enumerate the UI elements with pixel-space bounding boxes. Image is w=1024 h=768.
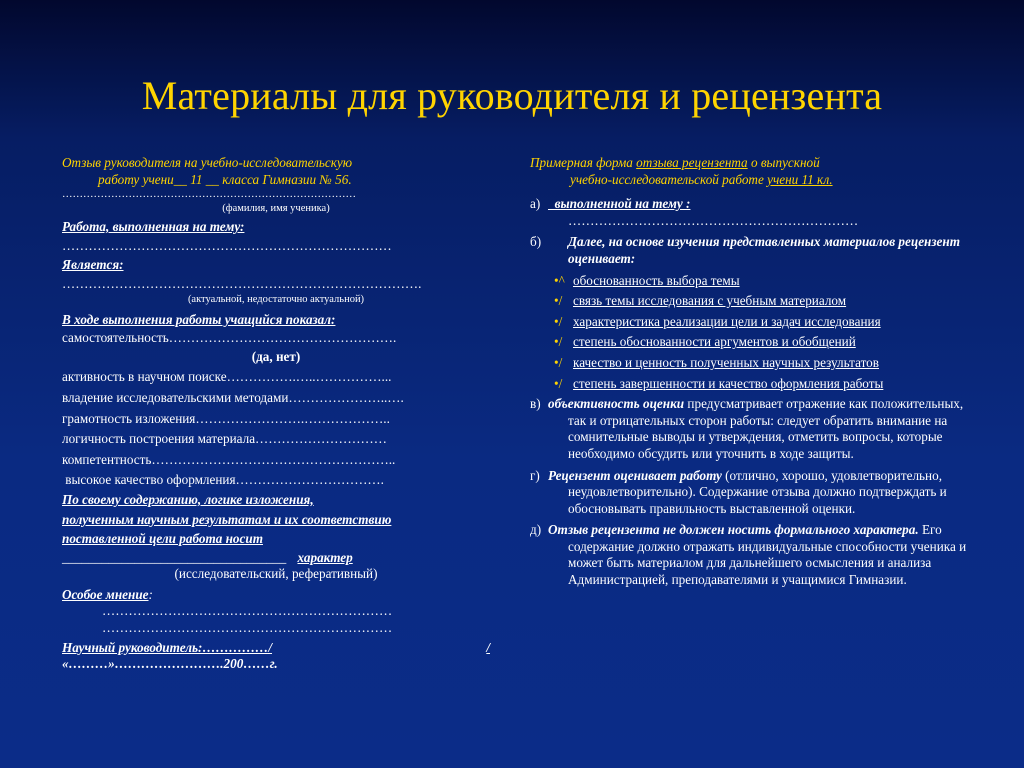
character-row xyxy=(62,550,490,567)
character-blank: __________________________________ xyxy=(62,549,287,565)
reviewer-heading-link[interactable]: отзыва рецензента xyxy=(636,155,748,170)
criteria-link[interactable]: качество и ценность полученных научных результатов xyxy=(573,354,879,370)
opinion-label: Особое мнение xyxy=(62,586,149,602)
competence-row: компетентность……………………………………………….. xyxy=(62,451,396,467)
item-a-dots: ………………………………………………………… xyxy=(568,212,859,228)
item-g-mark: г) xyxy=(530,467,540,483)
activity-row: активность в научном поиске…………….…..……………... xyxy=(62,369,392,385)
content-line1: По своему содержанию, логике изложения, xyxy=(62,491,314,507)
is-dots: ………………………………………………………………………. xyxy=(62,275,422,291)
reviewer-heading-line2-text: учебно-исследовательской работе xyxy=(570,171,768,187)
item-a-text: выполненной на тему : xyxy=(548,196,691,212)
item-v-bold: объективность оценки xyxy=(548,396,685,412)
bullet-mark: •/ xyxy=(554,354,563,370)
criteria-item xyxy=(530,293,970,310)
item-b-mark: б) xyxy=(530,234,542,250)
topic-dots: ………………………………………………………………… xyxy=(62,237,392,253)
review-heading xyxy=(62,155,490,188)
criteria-link[interactable]: степень обоснованности аргументов и обобщений xyxy=(573,334,856,350)
item-d-bold: Отзыв рецензента не должен носить формального характера. xyxy=(548,522,919,538)
item-b-text: Далее, на основе изучения представленных материалов рецензент оценивает: xyxy=(568,234,960,266)
opinion-row xyxy=(62,587,490,604)
reviewer-heading-line1 xyxy=(530,155,970,172)
date-row: «………»…………………….200……г. xyxy=(62,656,278,672)
content-line2: полученным научным результатам и их соответствию xyxy=(62,511,392,527)
reviewer-heading-prefix: Примерная форма xyxy=(530,155,637,170)
criteria-item xyxy=(530,334,970,351)
reviewer-heading-mid: о выпускной xyxy=(747,155,820,170)
bullet-mark: •^ xyxy=(554,272,565,288)
criteria-item xyxy=(530,273,970,290)
criteria-list xyxy=(530,273,970,393)
item-g-bold: Рецензент оценивает работу xyxy=(548,467,722,483)
criteria-item xyxy=(530,314,970,331)
review-heading-line1: Отзыв руководителя на учебно-исследовательскую xyxy=(62,155,353,170)
topic-label: Работа, выполненная на тему: xyxy=(62,219,245,235)
item-v xyxy=(530,396,970,462)
opinion-dots-1: ………………………………………………………… xyxy=(102,603,393,619)
reviewer-heading-link2[interactable]: учени 11 кл. xyxy=(767,171,833,187)
yes-no-hint: (да, нет) xyxy=(251,348,301,364)
bullet-mark: •/ xyxy=(554,313,563,329)
criteria-link[interactable]: характеристика реализации цели и задач исследования xyxy=(573,313,881,329)
supervisor-label: Научный руководитель:……………/ xyxy=(62,639,273,655)
item-d-mark: д) xyxy=(530,522,542,538)
item-a-mark: а) xyxy=(530,196,541,212)
item-d-text: Его содержание должно отражать индивидуальные способности ученика и может быть материалом для дальнейшего осмысления и анализа Администрацией, преподавателями и учащимися Гимназии. xyxy=(568,522,967,588)
independence-row: самостоятельность……………………………………………. xyxy=(62,330,397,346)
item-g-text: (отлично, хорошо, удовлетворительно, неудовлетворительно). Содержание отзыва должно подтверждать и обосновывать правильность выставленной оценки. xyxy=(568,467,947,516)
supervisor-row xyxy=(62,640,490,657)
criteria-link[interactable]: степень завершенности и качество оформления работы xyxy=(573,375,884,391)
methods-row: владение исследовательскими методами…………………..…. xyxy=(62,389,404,405)
reviewer-heading xyxy=(530,155,970,188)
item-a xyxy=(530,196,970,229)
quality-row: высокое качество оформления……………………………. xyxy=(62,472,384,488)
showed-label: В ходе выполнения работы учащийся показал: xyxy=(62,311,336,327)
criteria-link[interactable]: связь темы исследования с учебным материалом xyxy=(573,293,847,309)
literacy-row: грамотность изложения…………………….……………….. xyxy=(62,410,390,426)
is-label: Является: xyxy=(62,257,124,273)
character-hint: (исследовательский, реферативный) xyxy=(174,566,378,582)
bullet-mark: •/ xyxy=(554,375,563,391)
bullet-mark: •/ xyxy=(554,334,563,350)
item-v-text: предусматривает отражение как положительных, так и отрицательных сторон работы: следует обратить внимание на сомнительные выводы и утверждения, отметить вопросы, которые необходимо обсудить или уточнить в ходе защиты. xyxy=(568,396,964,461)
content-line3: поставленной цели работа носит xyxy=(62,531,263,547)
name-hint: (фамилия, имя ученика) xyxy=(222,203,330,215)
reviewer-heading-line2 xyxy=(530,172,970,189)
opinion-dots-2: ………………………………………………………… xyxy=(102,620,393,636)
bullet-mark: •/ xyxy=(554,293,563,309)
review-heading-line2: работу учени__ 11 __ класса Гимназии № 56. xyxy=(98,171,352,187)
reviewer-form xyxy=(530,155,970,594)
slide-title: Материалы для руководителя и рецензента xyxy=(141,73,883,118)
character-label: характер xyxy=(297,549,353,565)
criteria-item xyxy=(530,376,970,393)
name-dots: ………………………………………………………………………… xyxy=(62,189,356,201)
item-d xyxy=(530,522,970,588)
logic-row: логичность построения материала………………………… xyxy=(62,431,387,447)
supervisor-slash: / xyxy=(486,639,490,655)
criteria-link[interactable]: обоснованность выбора темы xyxy=(573,272,740,288)
is-hint: (актуальной, недостаточно актуальной) xyxy=(187,293,365,305)
opinion-colon: : xyxy=(148,586,153,602)
item-b xyxy=(530,234,970,267)
supervisor-review-form xyxy=(62,155,490,673)
item-g xyxy=(530,468,970,518)
criteria-item xyxy=(530,355,970,372)
item-v-mark: в) xyxy=(530,396,541,412)
